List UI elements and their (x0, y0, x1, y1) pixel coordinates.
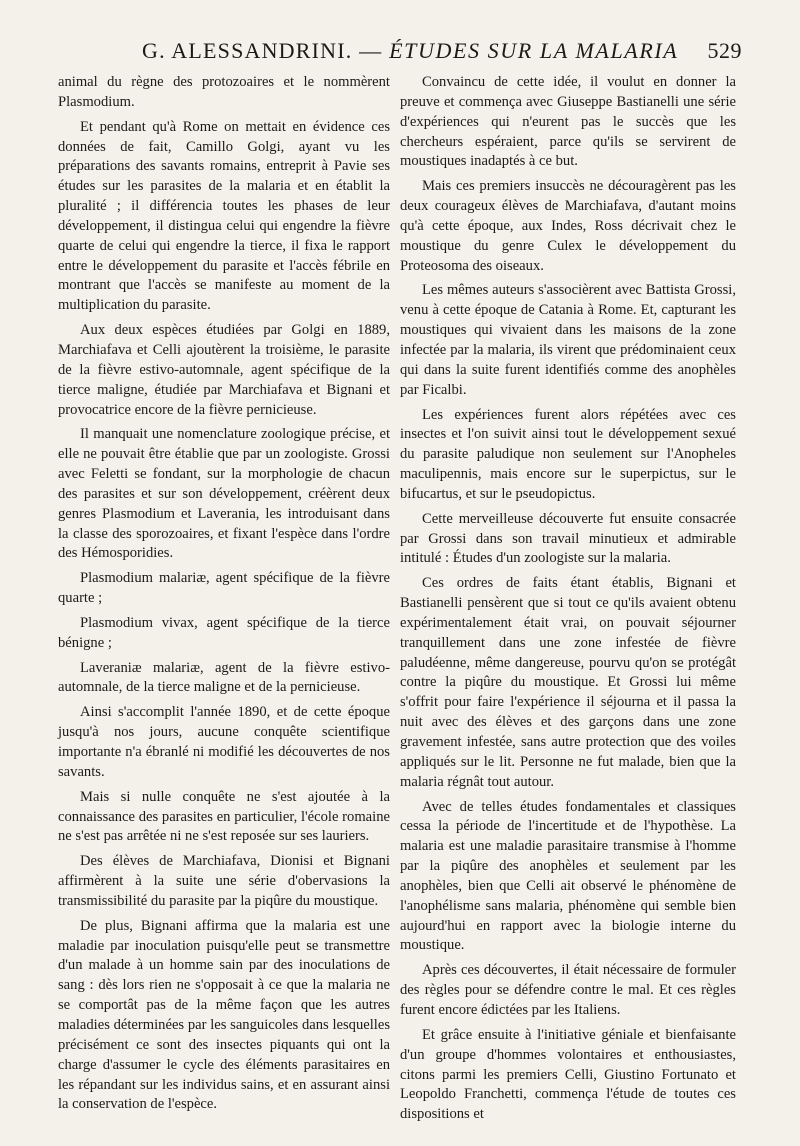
header-title: ÉTUDES SUR LA MALARIA (389, 38, 679, 63)
paragraph: Laveraniæ malariæ, agent de la fièvre estivo-automnale, de la tierce maligne et de la pernicieuse. (58, 659, 390, 696)
right-column (400, 73, 736, 1130)
paragraph: animal du règne des protozoaires et le nommèrent Plasmodium. (58, 74, 390, 110)
paragraph: Mais ces premiers insuccès ne découragèrent pas les deux courageux élèves de Marchiafava, d'autant moins qu'à cette époque, aux Indes, Ross décrivait chez le moustique du genre Culex le développement du Proteosoma des oiseaux. (400, 178, 736, 274)
paragraph: Il manquait une nomenclature zoologique précise, et elle ne pouvait être établie que par un zoologiste. Grossi avec Feletti se fondant, sur la morphologie de chacun des parasites et sur son développement, créèrent deux genres Plasmodium et Laverania, les introduisant dans la classe des sporozoaires, et fixant l'espèce dans l'ordre des Hémosporidies. (58, 426, 390, 562)
paragraph: Aux deux espèces étudiées par Golgi en 1889, Marchiafava et Celli ajoutèrent la troisième, le parasite de la fièvre estivo-automnale, agent spécifique de la tierce maligne, étudiée par Marchiafava et Bignani et provocatrice encore de la fièvre pernicieuse. (58, 322, 390, 418)
paragraph: Plasmodium vivax, agent spécifique de la tierce bénigne ; (58, 614, 390, 651)
paragraph: Convaincu de cette idée, il voulut en donner la preuve et commença avec Giuseppe Bastianelli une série d'expériences qui n'eurent pas le succès que les chercheurs espéraient, parce qu'ils se servirent de moustiques inadaptés à ce but. (400, 74, 736, 170)
paragraph: Des élèves de Marchiafava, Dionisi et Bignani affirmèrent à la suite une série d'obervasions la transmissibilité du parasite par la piqûre du moustique. (58, 853, 390, 909)
paragraph: Ainsi s'accomplit l'année 1890, et de cette époque jusqu'à nos jours, aucune conquête scientifique importante n'a ébranlé ni modifié les découvertes de nos savants. (58, 704, 390, 780)
paragraph: Les mêmes auteurs s'associèrent avec Battista Grossi, venu à cette époque de Catania à Rome. Et, capturant les moustiques qui vivaient dans les maisons de la zone infectée par la malaria, ils virent que prédominaient ceux qui dans la suite furent identifiés comme des anophèles par Ficalbi. (400, 282, 736, 398)
paragraph: Mais si nulle conquête ne s'est ajoutée à la connaissance des parasites en particulier, l'école romaine ne s'est pas arrêtée ni ne s'est reposée sur ses lauriers. (58, 788, 390, 845)
paragraph: Plasmodium malariæ, agent spécifique de la fièvre quarte ; (58, 570, 390, 607)
paragraph: Et pendant qu'à Rome on mettait en évidence ces données de fait, Camillo Golgi, ayant vu les préparations des savants romains, entreprit à Pavie ses études sur les parasites de la malaria et en établit la pluralité ; il différencia toutes les phases de leur développement, il distingua celui qui engendre la fièvre quarte de celui qui engendre la tierce, il fixa le rapport entre le développement du parasite et l'accès fébrile en montrant que l'accès se manifeste au moment de la multiplication du parasite. (58, 118, 390, 314)
paragraph: Ces ordres de faits étant établis, Bignani et Bastianelli pensèrent que si tout ce qu'ils avaient obtenu expérimentalement était vrai, on pouvait séjourner tranquillement dans une zone infestée de fièvre paludéenne, même dangereuse, pourvu qu'on se protégât contre la piqûre du moustique. Et Grossi lui même s'offrit pour faire l'expérience il séjourna et il passa la nuit avec des élèves et des garçons dans une zone gravement infestée, sans autre protection que des voiles appliqués sur le lit. Personne ne fut malade, bien que la malaria régnât tout autour. (400, 575, 736, 790)
paragraph: Cette merveilleuse découverte fut ensuite consacrée par Grossi dans son travail minutieux et admirable intitulé : Études d'un zoologiste sur la malaria. (400, 510, 736, 567)
running-header (142, 38, 742, 68)
header-author: G. ALESSANDRINI. — (142, 38, 383, 63)
paragraph: Et grâce ensuite à l'initiative géniale et bienfaisante d'un groupe d'hommes volontaires et enthousiastes, citons parmi les premiers Celli, Giustino Fortunato et Leopoldo Franchetti, commença l'étude de toutes ces dispositions et (400, 1026, 736, 1123)
paragraph: Les expériences furent alors répétées avec ces insectes et l'on suivit ainsi tout le développement sexué du parasite paludique non seulement sur l'Anopheles maculipennis, mais encore sur le superpictus, sur le bifucartus, et sur le pseudopictus. (400, 406, 736, 502)
paragraph: Avec de telles études fondamentales et classiques cessa la période de l'incertitude et de l'hypothèse. La malaria est une maladie parasitaire transmise à l'homme par la piqûre des anophèles et seulement par les anophèles, bien que Celli ait observé le phénomène de l'anophélisme sans malaria, phénomène qui semble bien aujourd'hui en rapport avec la biologie interne du moustique. (400, 798, 736, 954)
left-column (58, 73, 390, 1120)
paragraph: Après ces découvertes, il était nécessaire de formuler des règles pour se défendre contre le mal. Et ces règles furent encore édictées par les Italiens. (400, 962, 736, 1018)
paragraph: De plus, Bignani affirma que la malaria est une maladie par inoculation puisqu'elle peut se transmettre d'un malade à un homme sain par des inoculations de sang : dès lors rien ne s'opposait à ce que la malaria ne se comportât pas de la même façon que les autres maladies déterminées par les sanguicoles dans lesquelles précisément ce sont des insectes piquants qui ont la charge d'assumer le cycle des éléments parasitaires en les répandant sur les individus sains, et en assurant ainsi la conservation de l'espèce. (58, 917, 390, 1113)
page-number: 529 (707, 38, 742, 63)
